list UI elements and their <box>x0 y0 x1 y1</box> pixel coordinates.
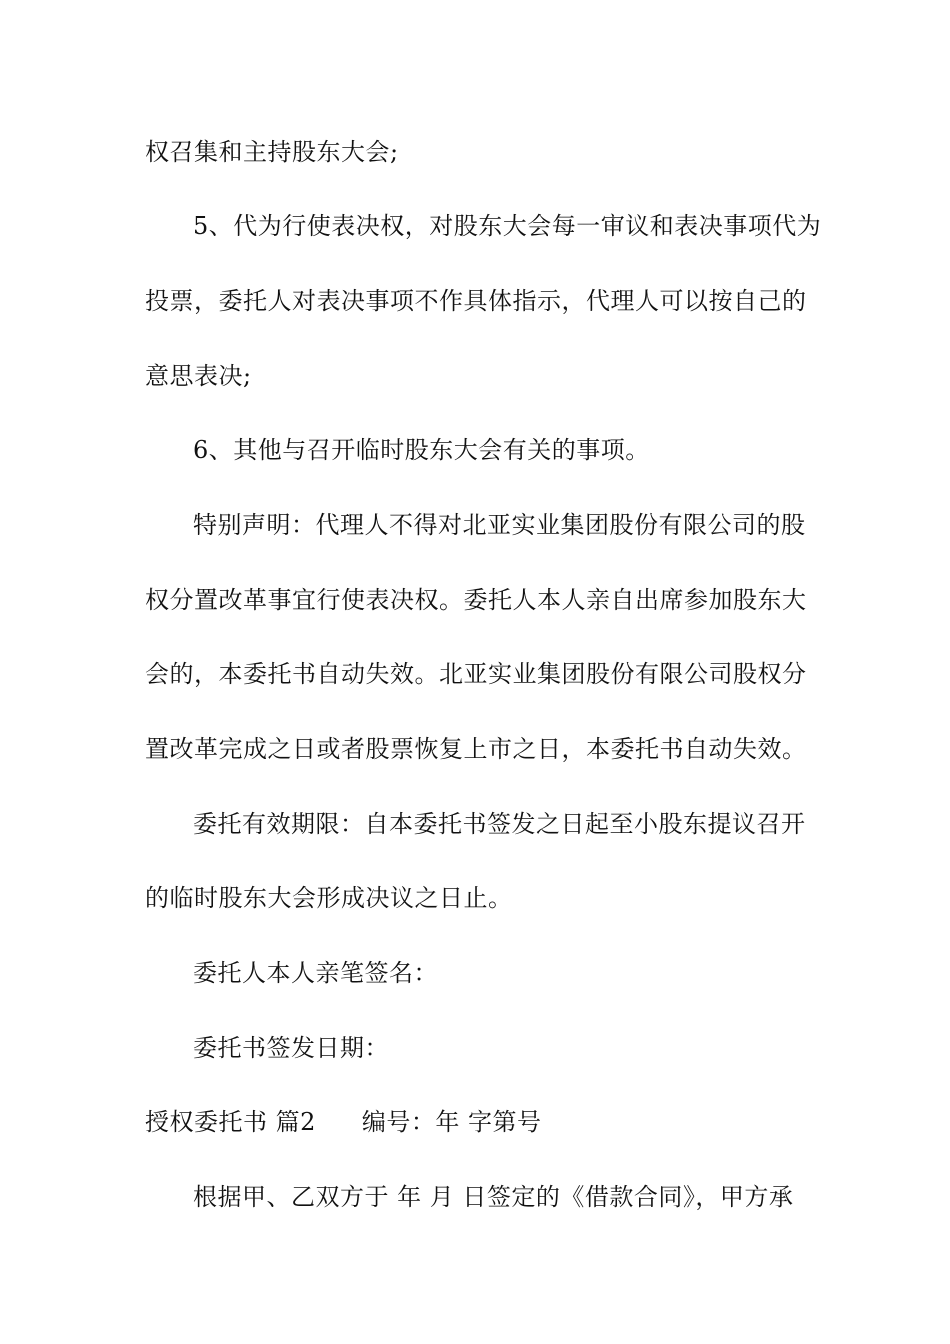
paragraph-line: 根据甲、乙双方于 年 月 日签定的《借款合同》，甲方承 <box>193 1183 794 1211</box>
section-title: 授权委托书 篇2 <box>145 1108 316 1136</box>
paragraph-line: 特别声明：代理人不得对北亚实业集团股份有限公司的股 <box>193 511 806 539</box>
paragraph-line: 权召集和主持股东大会; <box>145 138 399 166</box>
paragraph-line: 投票，委托人对表决事项不作具体指示，代理人可以按自己的 <box>145 287 807 315</box>
issue-date-line: 委托书签发日期： <box>193 1034 389 1062</box>
paragraph-line: 的临时股东大会形成决议之日止。 <box>145 884 513 912</box>
paragraph-line: 6、其他与召开临时股东大会有关的事项。 <box>193 436 650 464</box>
signature-line: 委托人本人亲笔签名： <box>193 959 438 987</box>
section-heading <box>145 1107 542 1137</box>
document-number-label: 编号：年 字第号 <box>361 1108 542 1136</box>
paragraph-line: 权分置改革事宜行使表决权。委托人本人亲自出席参加股东大 <box>145 586 807 614</box>
paragraph-line: 会的，本委托书自动失效。北亚实业集团股份有限公司股权分 <box>145 660 807 688</box>
paragraph-line: 置改革完成之日或者股票恢复上市之日，本委托书自动失效。 <box>145 735 807 763</box>
paragraph-line: 委托有效期限：自本委托书签发之日起至小股东提议召开 <box>193 810 806 838</box>
paragraph-line: 意思表决; <box>145 362 252 390</box>
paragraph-line: 5、代为行使表决权，对股东大会每一审议和表决事项代为 <box>193 212 822 240</box>
